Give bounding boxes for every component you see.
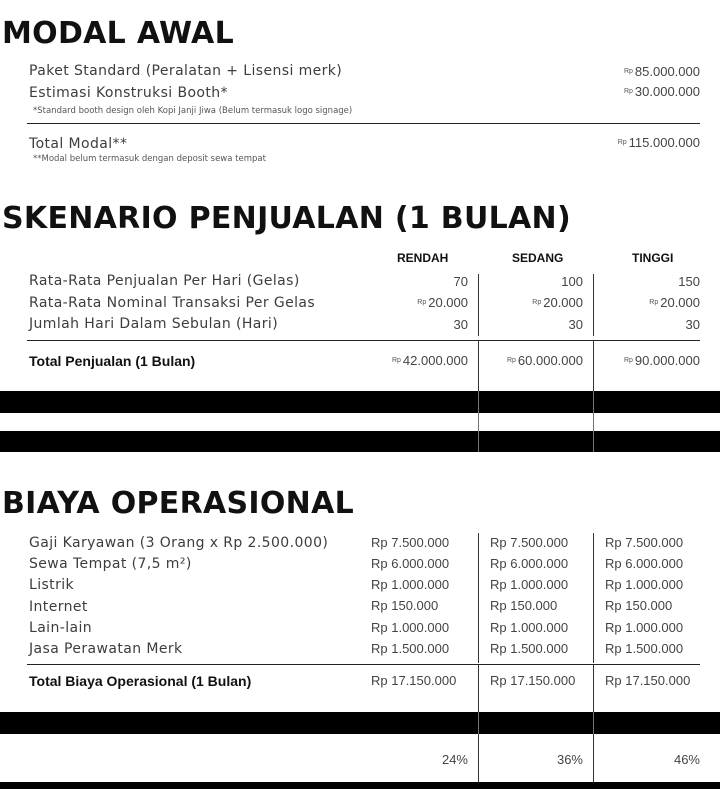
cost-row-label: Gaji Karyawan (3 Orang x Rp 2.500.000) bbox=[29, 535, 329, 551]
cost-row-value: Rp 1.000.000 bbox=[371, 577, 450, 592]
sales-row-value: $^{Rp}$ 20.000 bbox=[532, 295, 583, 310]
cost-row-value: Rp 1.000.000 bbox=[605, 577, 684, 592]
modal-item-label: Estimasi Konstruksi Booth* bbox=[29, 85, 228, 101]
sales-row-value: 30 bbox=[685, 317, 700, 332]
modal-footnote: *Standard booth design oleh Kopi Janji Jiwa (Belum termasuk logo signage) bbox=[33, 106, 353, 116]
total-modal-label: Total Modal** bbox=[29, 136, 128, 152]
modal-awal-title: MODAL AWAL bbox=[2, 16, 234, 51]
percentage-value: 46% bbox=[673, 752, 700, 767]
total-biaya-value: Rp 17.150.000 bbox=[371, 673, 457, 688]
cost-row-value: Rp 150.000 bbox=[490, 598, 558, 613]
cost-row-label: Lain-lain bbox=[29, 620, 93, 636]
sales-row-value: 30 bbox=[453, 317, 468, 332]
cost-row-value: Rp 150.000 bbox=[371, 598, 439, 613]
cost-row-value: Rp 1.000.000 bbox=[371, 620, 450, 635]
divider bbox=[27, 340, 700, 341]
cost-row-label: Listrik bbox=[29, 577, 75, 593]
cost-row-value: Rp 7.500.000 bbox=[490, 535, 569, 550]
modal-item-label: Paket Standard (Peralatan + Lisensi merk) bbox=[29, 63, 343, 79]
cost-row-value: Rp 1.500.000 bbox=[490, 641, 569, 656]
total-biaya-value: Rp 17.150.000 bbox=[605, 673, 691, 688]
redaction-bar bbox=[0, 391, 720, 413]
col-separator bbox=[478, 274, 479, 336]
cost-row-label: Internet bbox=[29, 599, 88, 615]
total-penjualan-label: Total Penjualan (1 Bulan) bbox=[29, 353, 196, 369]
col-separator bbox=[478, 533, 479, 663]
percentage-value: 24% bbox=[441, 752, 468, 767]
col-header-rendah: RENDAH bbox=[397, 251, 449, 265]
divider bbox=[27, 123, 700, 124]
total-biaya-label: Total Biaya Operasional (1 Bulan) bbox=[29, 673, 252, 689]
sales-row-value: 30 bbox=[568, 317, 583, 332]
cost-row-value: Rp 7.500.000 bbox=[605, 535, 684, 550]
total-modal-footnote: **Modal belum termasuk dengan deposit sewa tempat bbox=[33, 154, 266, 164]
skenario-title: SKENARIO PENJUALAN (1 BULAN) bbox=[2, 201, 571, 236]
sales-row-value: $^{Rp}$ 20.000 bbox=[417, 295, 468, 310]
cost-row-label: Jasa Perawatan Merk bbox=[29, 641, 183, 657]
modal-item-value: $^{Rp}$ 30.000.000 bbox=[623, 84, 700, 99]
redaction-bar bbox=[0, 782, 720, 789]
sales-row-label: Rata-Rata Nominal Transaksi Per Gelas bbox=[29, 295, 316, 311]
col-separator bbox=[593, 533, 594, 663]
redaction-bar bbox=[0, 712, 720, 734]
biaya-title: BIAYA OPERASIONAL bbox=[2, 486, 355, 521]
cost-row-value: Rp 6.000.000 bbox=[490, 556, 569, 571]
total-penjualan-value: $^{Rp}$ 60.000.000 bbox=[506, 353, 583, 368]
cost-row-value: Rp 6.000.000 bbox=[371, 556, 450, 571]
col-header-tinggi: TINGGI bbox=[632, 251, 674, 265]
modal-item-value: $^{Rp}$ 85.000.000 bbox=[623, 64, 700, 79]
total-penjualan-value: $^{Rp}$ 42.000.000 bbox=[391, 353, 468, 368]
total-penjualan-value: $^{Rp}$ 90.000.000 bbox=[623, 353, 700, 368]
cost-row-value: Rp 1.000.000 bbox=[490, 577, 569, 592]
percentage-value: 36% bbox=[556, 752, 583, 767]
col-separator bbox=[593, 391, 594, 452]
cost-row-value: Rp 6.000.000 bbox=[605, 556, 684, 571]
cost-row-label: Sewa Tempat (7,5 m²) bbox=[29, 556, 192, 572]
total-modal-value: $^{Rp}$ 115.000.000 bbox=[617, 135, 700, 150]
col-separator bbox=[593, 712, 594, 734]
divider bbox=[27, 664, 700, 665]
col-separator bbox=[478, 712, 479, 734]
sales-row-value: 150 bbox=[678, 274, 700, 289]
cost-row-value: Rp 1.500.000 bbox=[605, 641, 684, 656]
cost-row-value: Rp 1.000.000 bbox=[605, 620, 684, 635]
col-header-sedang: SEDANG bbox=[512, 251, 564, 265]
total-biaya-value: Rp 17.150.000 bbox=[490, 673, 576, 688]
cost-row-value: Rp 1.000.000 bbox=[490, 620, 569, 635]
col-separator bbox=[593, 274, 594, 336]
cost-row-value: Rp 150.000 bbox=[605, 598, 673, 613]
col-separator bbox=[478, 391, 479, 452]
sales-row-label: Jumlah Hari Dalam Sebulan (Hari) bbox=[29, 316, 279, 332]
cost-row-value: Rp 1.500.000 bbox=[371, 641, 450, 656]
cost-row-value: Rp 7.500.000 bbox=[371, 535, 450, 550]
sales-row-value: 100 bbox=[561, 274, 583, 289]
sales-row-value: 70 bbox=[453, 274, 468, 289]
sales-row-label: Rata-Rata Penjualan Per Hari (Gelas) bbox=[29, 273, 300, 289]
sales-row-value: $^{Rp}$ 20.000 bbox=[649, 295, 700, 310]
redaction-bar bbox=[0, 431, 720, 452]
